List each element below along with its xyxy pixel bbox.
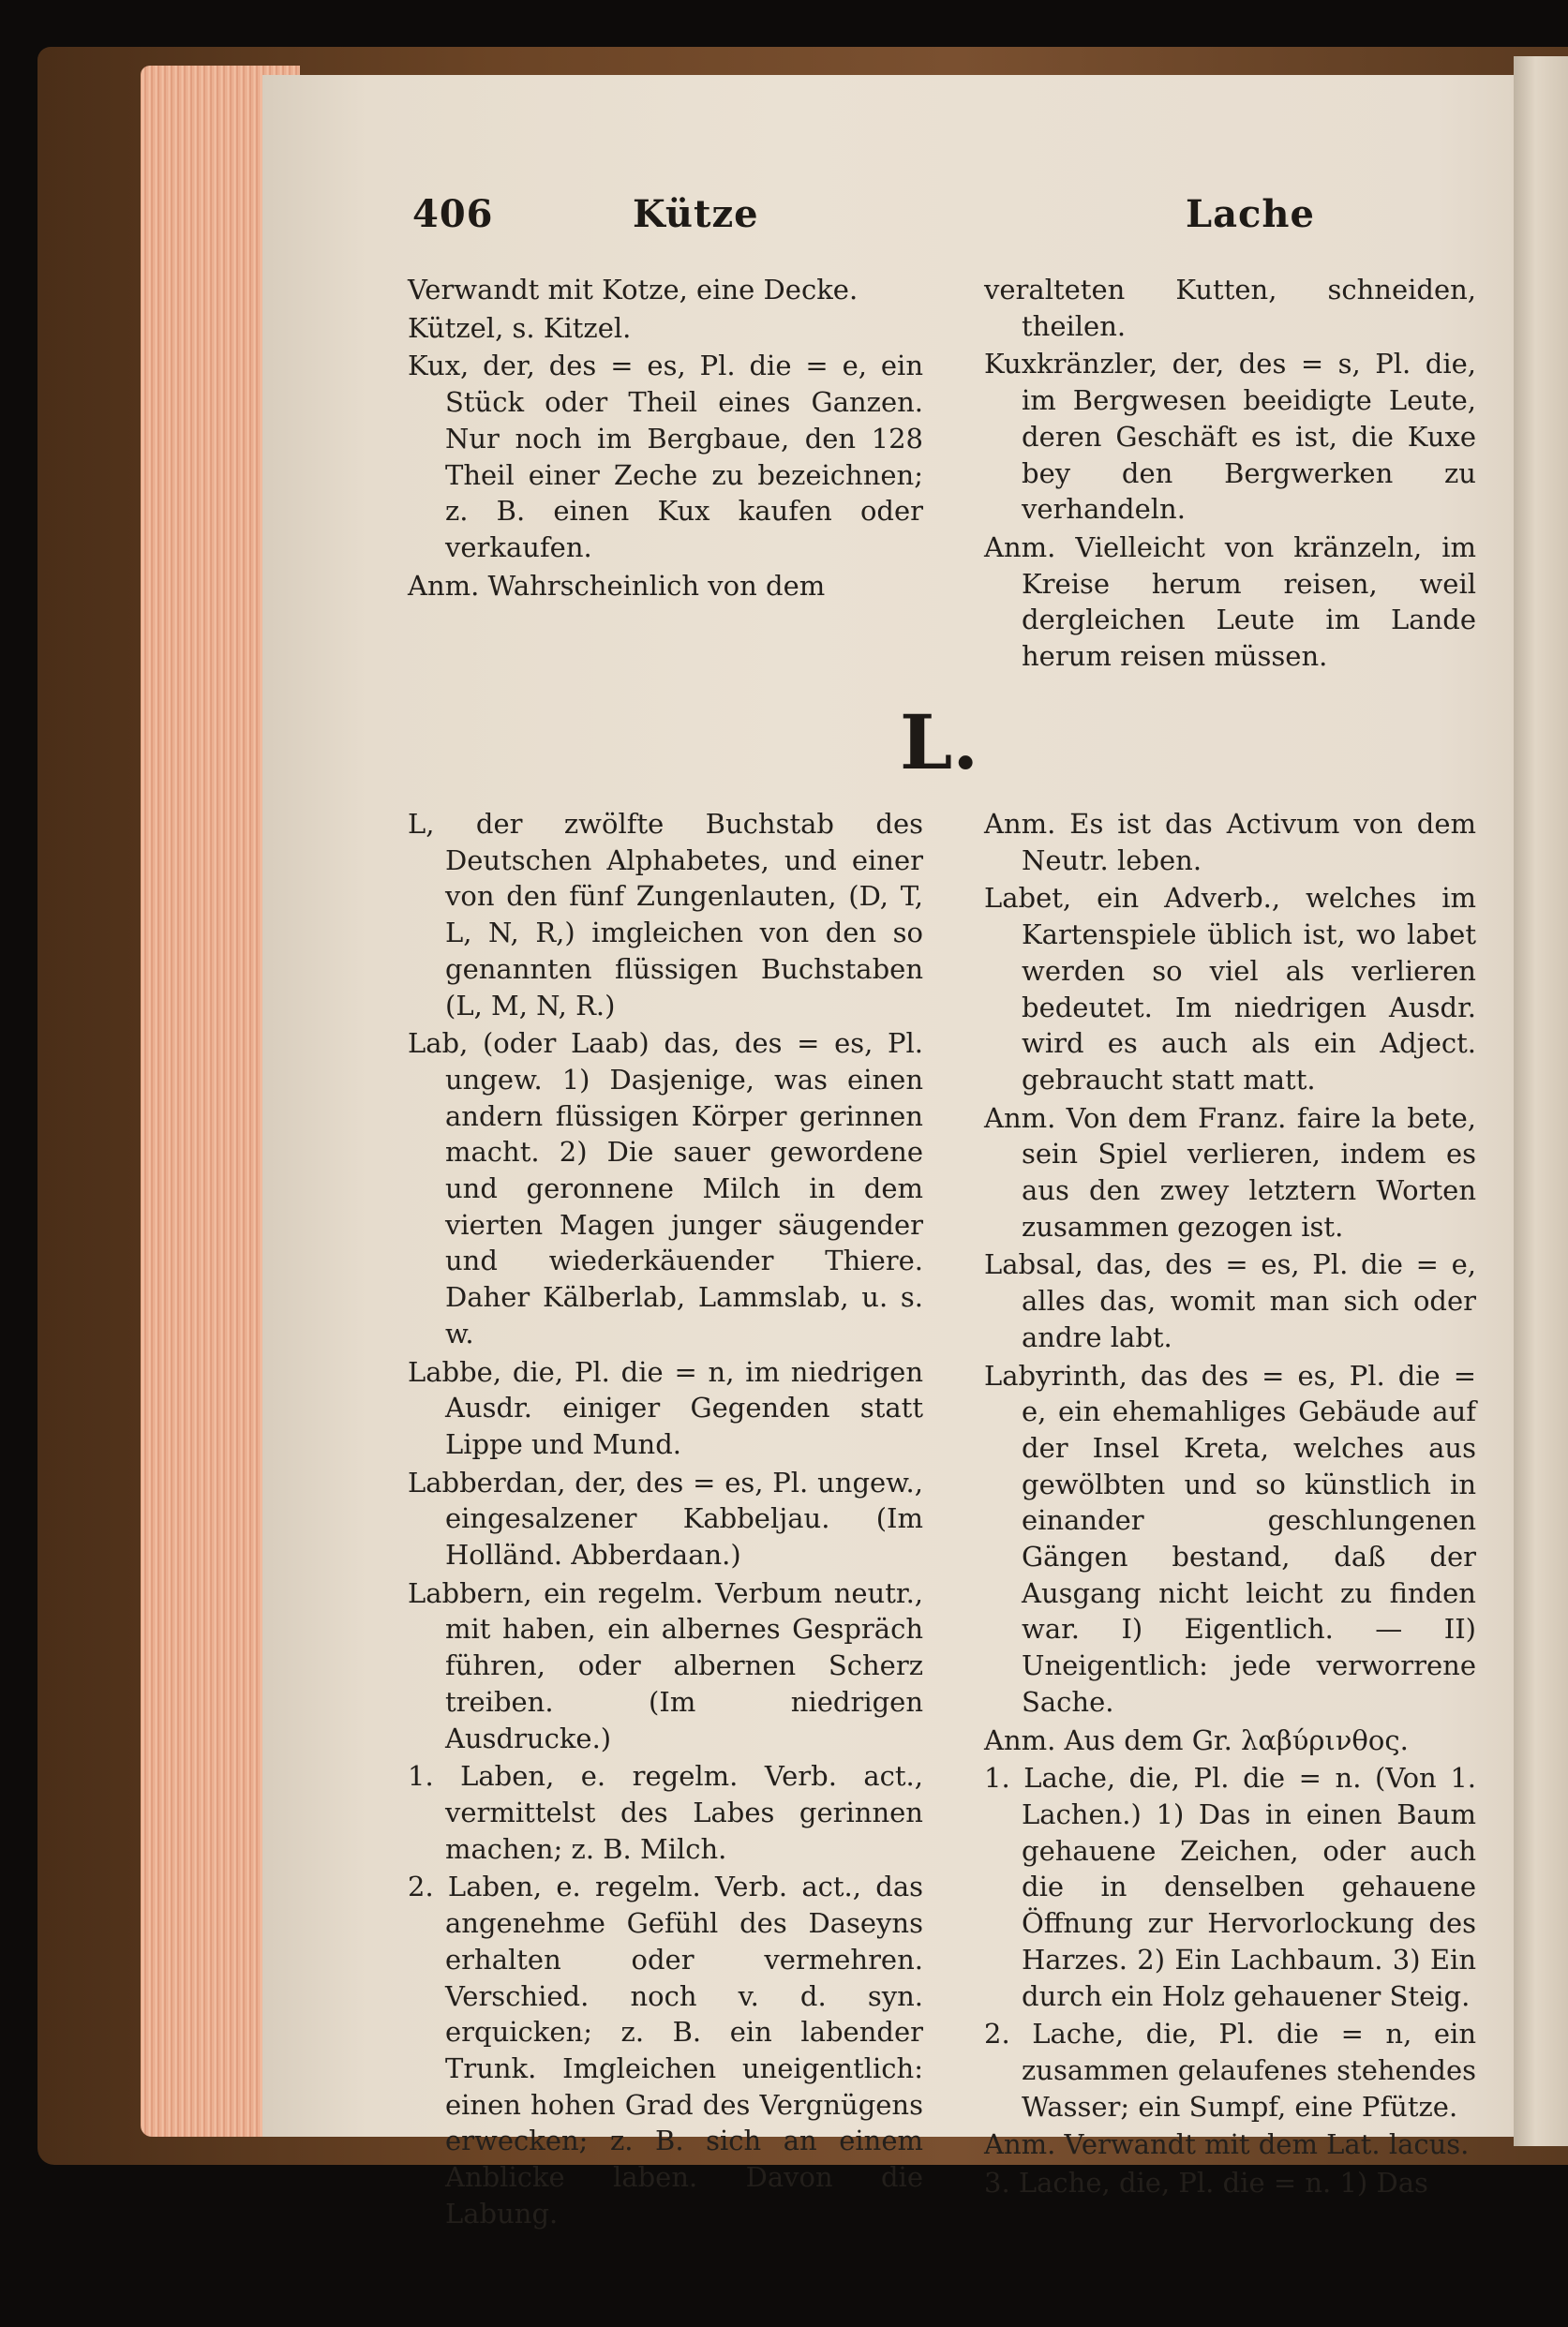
page-number: 406 [412,192,494,236]
entry: Kuxkränzler, der, des = s, Pl. die, im Bergwesen beeidigte Leute, deren Geschäft es ist, die Kuxe bey den Bergwerken zu verhandeln. [984,348,1476,526]
entry: Labberdan, der, des = es, Pl. ungew., eingesalzener Kabbeljau. (Im Holländ. Abberdaan.) [408,1466,923,1572]
entry: Labet, ein Adverb., welches im Kartenspiele üblich ist, wo labet werden so viel als verlieren bedeutet. Im niedrigen Ausdr. wird es auch als ein Adject. gebraucht statt matt. [984,882,1476,1096]
bottom-right-column [984,806,1476,2201]
entry: Labbe, die, Pl. die = n, im niedrigen Ausdr. einiger Gegenden statt Lippe und Mund. [408,1355,923,1460]
entry: 1. Laben, e. regelm. Verb. act., vermittelst des Labes gerinnen machen; z. B. Milch. [408,1760,923,1865]
entry: veralteten Kutten, schneiden, theilen. [984,274,1476,342]
entry: Anm. Vielleicht von kränzeln, im Kreise herum reisen, weil dergleichen Leute im Lande herum reisen müssen. [984,530,1476,673]
entry: Anm. Aus dem Gr. λαβύρινθος. [984,1723,1409,1756]
entry: Verwandt mit Kotze, eine Decke. [408,274,859,306]
entry: Kützel, s. Kitzel. [408,311,632,344]
top-right-column [984,272,1476,675]
entry: Kux, der, des = es, Pl. die = e, ein Stück oder Theil eines Ganzen. Nur noch im Bergbaue, den 128 Theil einer Zeche zu bezeichnen; z. B. einen Kux kaufen oder verkaufen. [408,350,923,563]
top-left-column [408,272,923,604]
entry: 1. Lache, die, Pl. die = n. (Von 1. Lachen.) 1) Das in einen Baum gehauene Zeichen, oder auch die in denselben gehauene Öffnung zur Hervorlockung des Harzes. 2) Ein Lachbaum. 3) Ein durch ein Holz gehauener Steig. [984,1762,1476,2012]
entry: Labsal, das, des = es, Pl. die = e, alles das, womit man sich oder andre labt. [984,1248,1476,1353]
entry: Anm. Verwandt mit dem Lat. lacus. [984,2128,1470,2161]
entry: Anm. Wahrscheinlich von dem [408,569,826,602]
facing-page-edge [1514,56,1568,2146]
section-letter: L. [900,698,979,786]
entry: Labbern, ein regelm. Verbum neutr., mit haben, ein albernes Gespräch führen, oder albernen Scherz treiben. (Im niedrigen Ausdrucke.) [408,1576,923,1754]
entry: L, der zwölfte Buchstab des Deutschen Alphabetes, und einer von den fünf Zungenlauten, (D, T, L, N, R,) imgleichen von den so genannten flüssigen Buchstaben (L, M, N, R.) [408,808,923,1022]
left-catchword: Kütze [633,192,759,236]
entry: Labyrinth, das des = es, Pl. die = e, ein ehemahliges Gebäude auf der Insel Kreta, welches aus gewölbten und so künstlich in einander geschlungenen Gängen bestand, daß der Ausgang nicht leicht zu finden war. I) Eigentlich. — II) Uneigentlich: jede verworrene Sache. [984,1359,1476,1718]
entry: Anm. Es ist das Activum von dem Neutr. leben. [984,808,1476,876]
entry: 2. Lache, die, Pl. die = n, ein zusammen gelaufenes stehendes Wasser; ein Sumpf, eine Pfütze. [984,2018,1476,2123]
entry: Anm. Von dem Franz. faire la bete, sein Spiel verlieren, indem es aus den zwey letztern Worten zusammen gezogen ist. [984,1101,1476,1243]
entry: 3. Lache, die, Pl. die = n. 1) Das [984,2167,1428,2200]
bottom-left-column [408,806,923,2231]
right-catchword: Lache [1186,192,1315,236]
entry: Lab, (oder Laab) das, des = es, Pl. ungew. 1) Dasjenige, was einen andern flüssigen Körper gerinnen macht. 2) Die sauer gewordene und geronnene Milch in dem vierten Magen junger säugender und wiederkäuender Thiere. Daher Kälberlab, Lammslab, u. s. w. [408,1027,923,1350]
entry: 2. Laben, e. regelm. Verb. act., das angenehme Gefühl des Daseyns erhalten oder vermehren. Verschied. noch v. d. syn. erquicken; z. B. ein labender Trunk. Imgleichen uneigentlich: einen hohen Grad des Vergnügens erwecken; z. B. sich an einem Anblicke laben. Davon die Labung. [408,1871,923,2230]
